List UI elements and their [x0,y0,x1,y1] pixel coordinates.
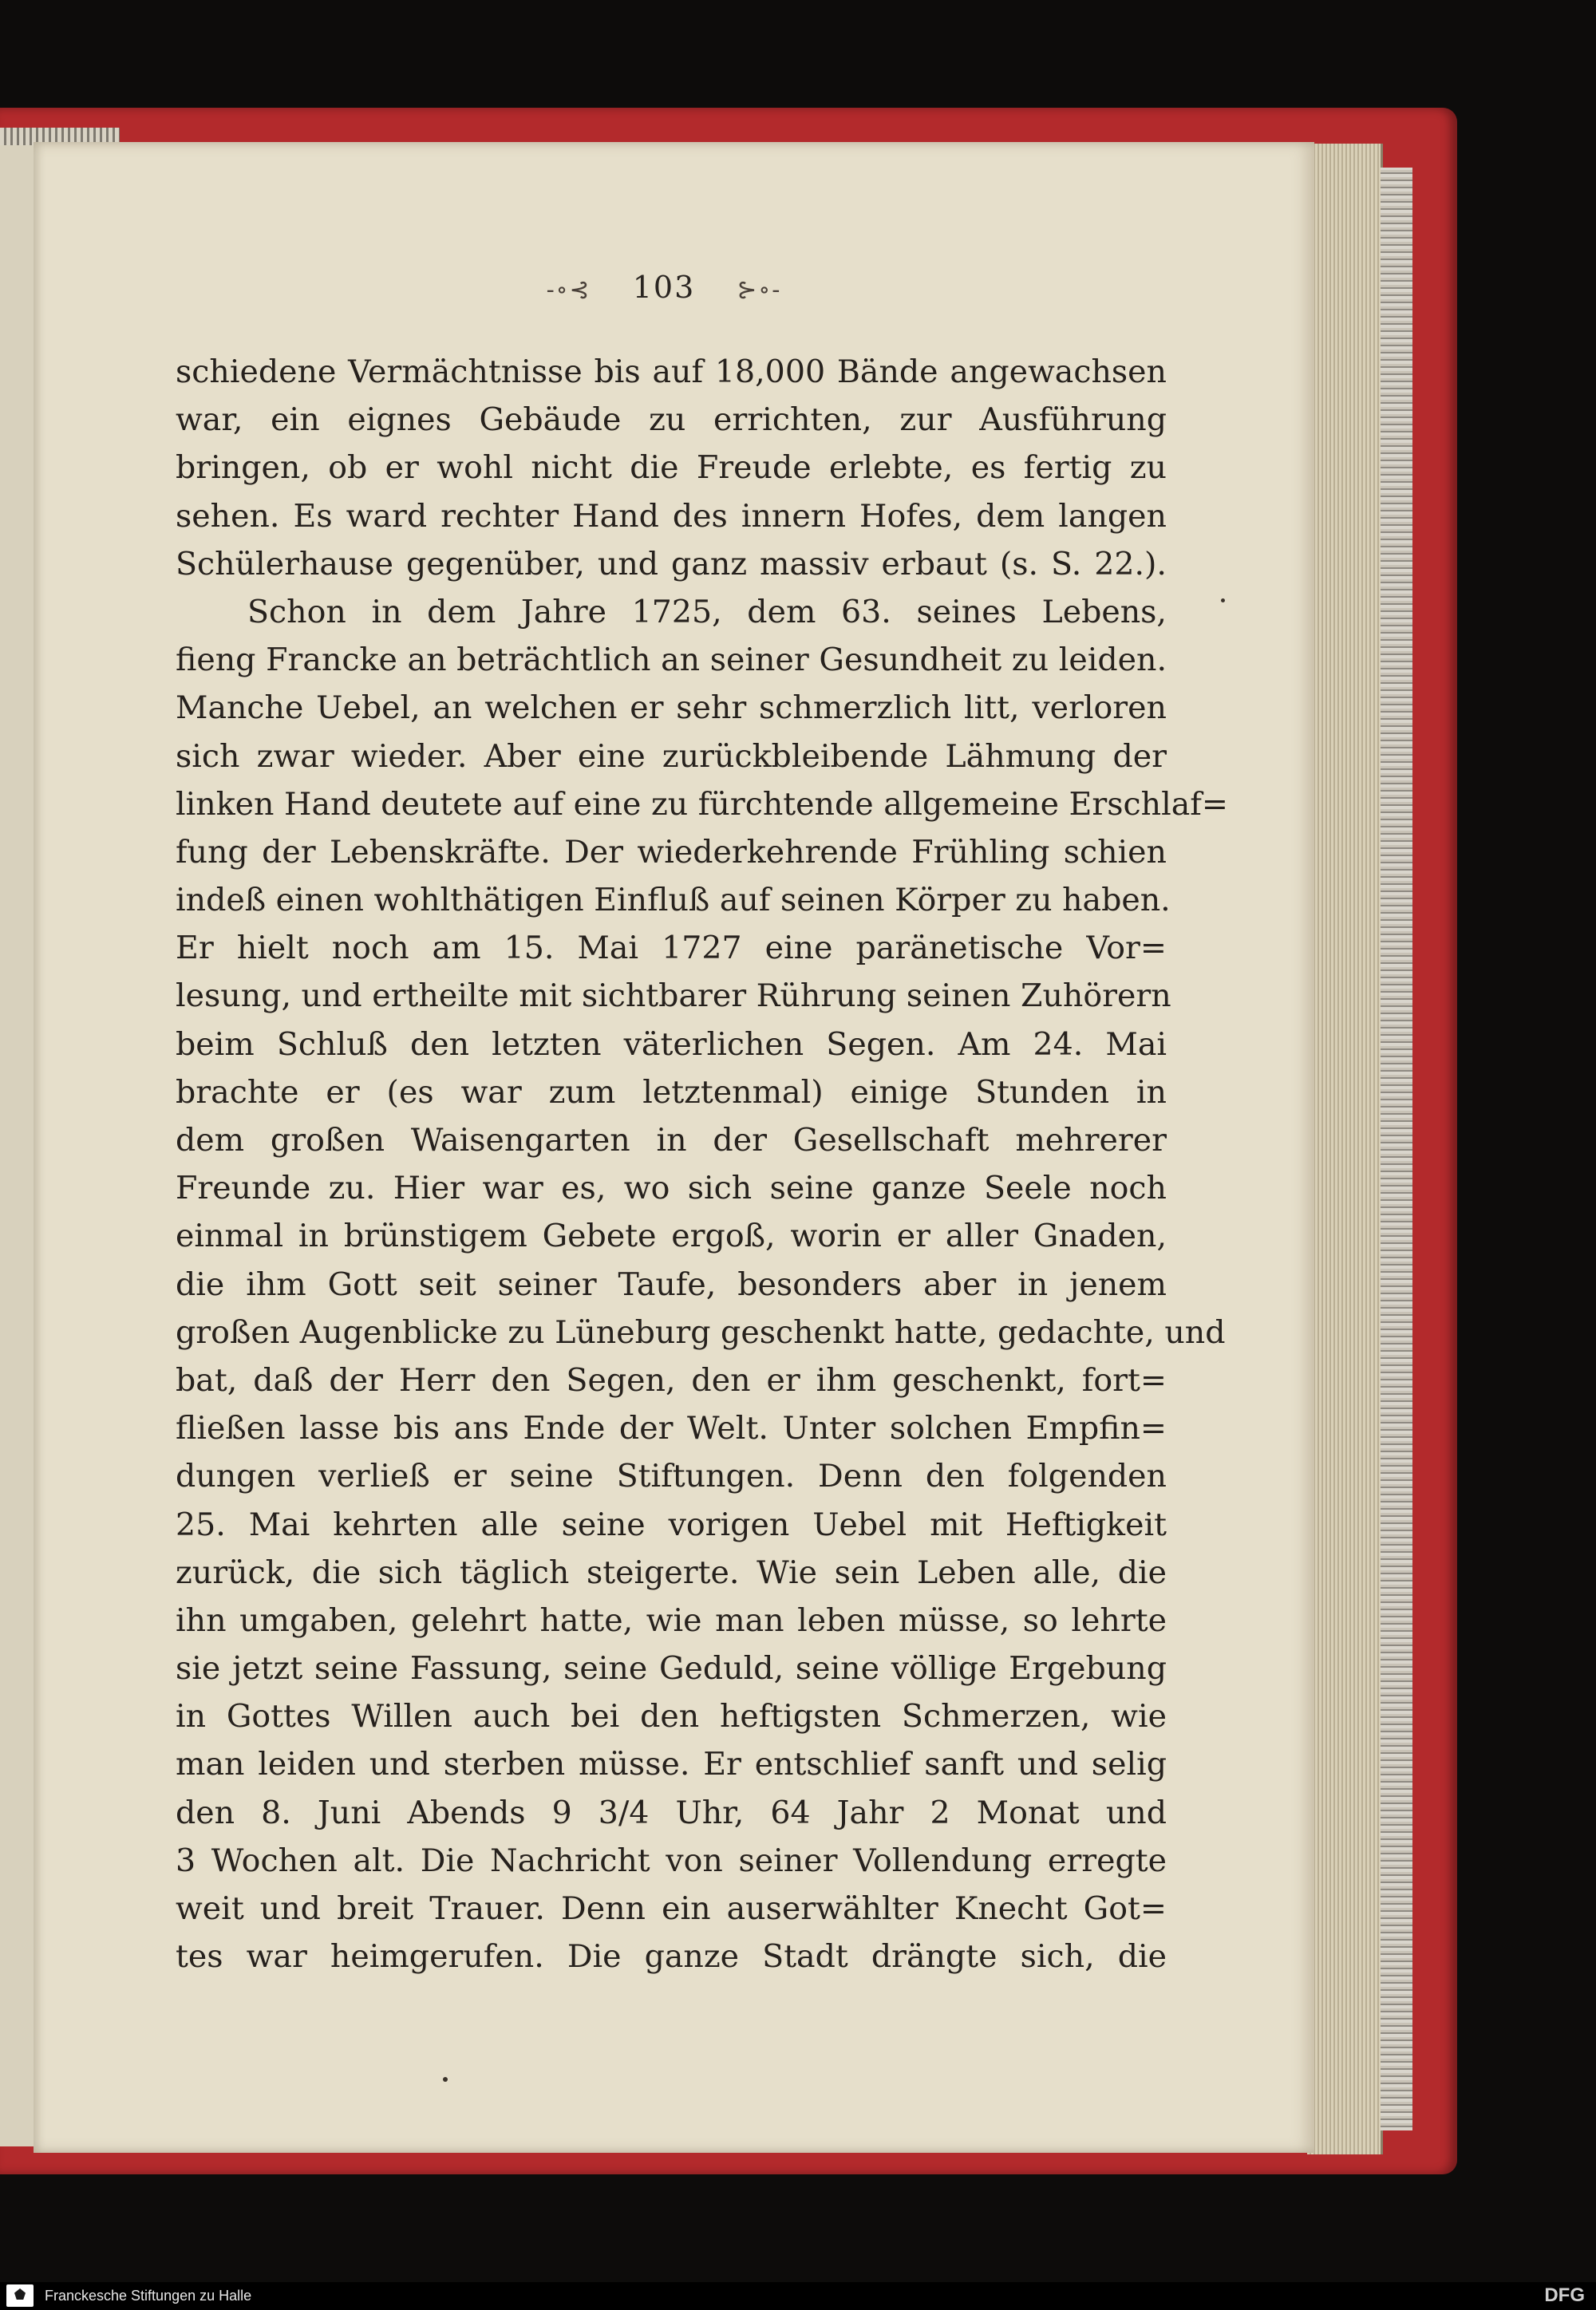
text-line: lesung, und ertheilte mit sichtbarer Rührung seinen Zuhörern [176,977,1171,1015]
text-line: Manche Uebel, an welchen er sehr schmerzlich litt, verloren [176,689,1167,727]
text-line: fließen lasse bis ans Ende der Welt. Unter solchen Empfin= [176,1410,1167,1447]
text-line: dem großen Waisengarten in der Gesellschaft mehrerer [176,1122,1167,1159]
institution-label: Franckesche Stiftungen zu Halle [45,2288,252,2304]
text-line: einmal in brünstigem Gebete ergoß, worin er aller Gnaden, [176,1218,1167,1255]
text-line: weit und breit Trauer. Denn ein auserwählter Knecht Got= [176,1890,1167,1927]
text-line: Schülerhause gegenüber, und ganz massiv erbaut (s. S. 22.). [176,545,1167,582]
dfg-logo: DFG [1544,2284,1585,2306]
text-line: schiedene Vermächtnisse bis auf 18,000 Bände angewachsen [176,353,1167,390]
text-line: beim Schluß den letzten väterlichen Segen. Am 24. Mai [176,1025,1167,1063]
text-line: Er hielt noch am 15. Mai 1727 eine paränetische Vor= [176,930,1167,967]
text-line: sehen. Es ward rechter Hand des innern Hofes, dem langen [176,497,1167,535]
ornament-right-icon: ⊱∘- [737,276,782,304]
text-line: indeß einen wohlthätigen Einfluß auf seinen Körper zu haben. [176,882,1171,919]
text-line: fung der Lebenskräfte. Der wiederkehrende Frühling schien [176,833,1167,871]
text-line: den 8. Juni Abends 9 3/4 Uhr, 64 Jahr 2 Monat und [176,1794,1167,1831]
viewer-footer [0,2282,1596,2310]
text-line: 3 Wochen alt. Die Nachricht von seiner Vollendung erregte [176,1842,1167,1879]
text-line: zurück, die sich täglich steigerte. Wie sein Leben alle, die [176,1554,1167,1591]
body-text [176,348,1228,1980]
text-line: die ihm Gott seit seiner Taufe, besonders aber in jenem [176,1266,1167,1303]
book-page [34,142,1314,2153]
paper-speck [1221,598,1225,602]
text-line: dungen verließ er seine Stiftungen. Denn den folgenden [176,1458,1167,1495]
institution-logo-icon [6,2284,34,2307]
text-line: Schon in dem Jahre 1725, dem 63. seines Lebens, [247,593,1167,630]
page-edges [1307,144,1383,2154]
text-line: fieng Francke an beträchtlich an seiner Gesundheit zu leiden. [176,642,1167,679]
text-line: großen Augenblicke zu Lüneburg geschenkt hatte, gedachte, und [176,1313,1226,1351]
text-line: in Gottes Willen auch bei den heftigsten Schmerzen, wie [176,1698,1167,1735]
text-line: brachte er (es war zum letztenmal) einige Stunden in [176,1073,1167,1111]
text-line: bat, daß der Herr den Segen, den er ihm geschenkt, fort= [176,1361,1167,1399]
text-line: ihn umgaben, gelehrt hatte, wie man leben müsse, so lehrte [176,1601,1167,1639]
ornament-left-icon: -∘⊰ [546,276,591,304]
text-line: sie jetzt seine Fassung, seine Geduld, seine völlige Ergebung [176,1650,1167,1688]
marbled-endpaper [1381,168,1412,2130]
text-line: sich zwar wieder. Aber eine zurückbleibende Lähmung der [176,737,1167,775]
text-line: man leiden und sterben müsse. Er entschlief sanft und selig [176,1746,1167,1783]
text-line: 25. Mai kehrten alle seine vorigen Uebel mit Heftigkeit [176,1506,1167,1543]
text-line: tes war heimgerufen. Die ganze Stadt drängte sich, die [176,1938,1167,1976]
facing-page-edge [0,136,34,2146]
paper-speck [443,2077,448,2082]
text-line: war, ein eignes Gebäude zu errichten, zur Ausführung [176,401,1167,439]
text-line: Freunde zu. Hier war es, wo sich seine ganze Seele noch [176,1170,1167,1207]
page-header [34,270,1294,305]
page-number: 103 [632,270,696,305]
text-line: linken Hand deutete auf eine zu fürchtende allgemeine Erschlaf= [176,785,1228,823]
text-line: bringen, ob er wohl nicht die Freude erlebte, es fertig zu [176,449,1167,487]
